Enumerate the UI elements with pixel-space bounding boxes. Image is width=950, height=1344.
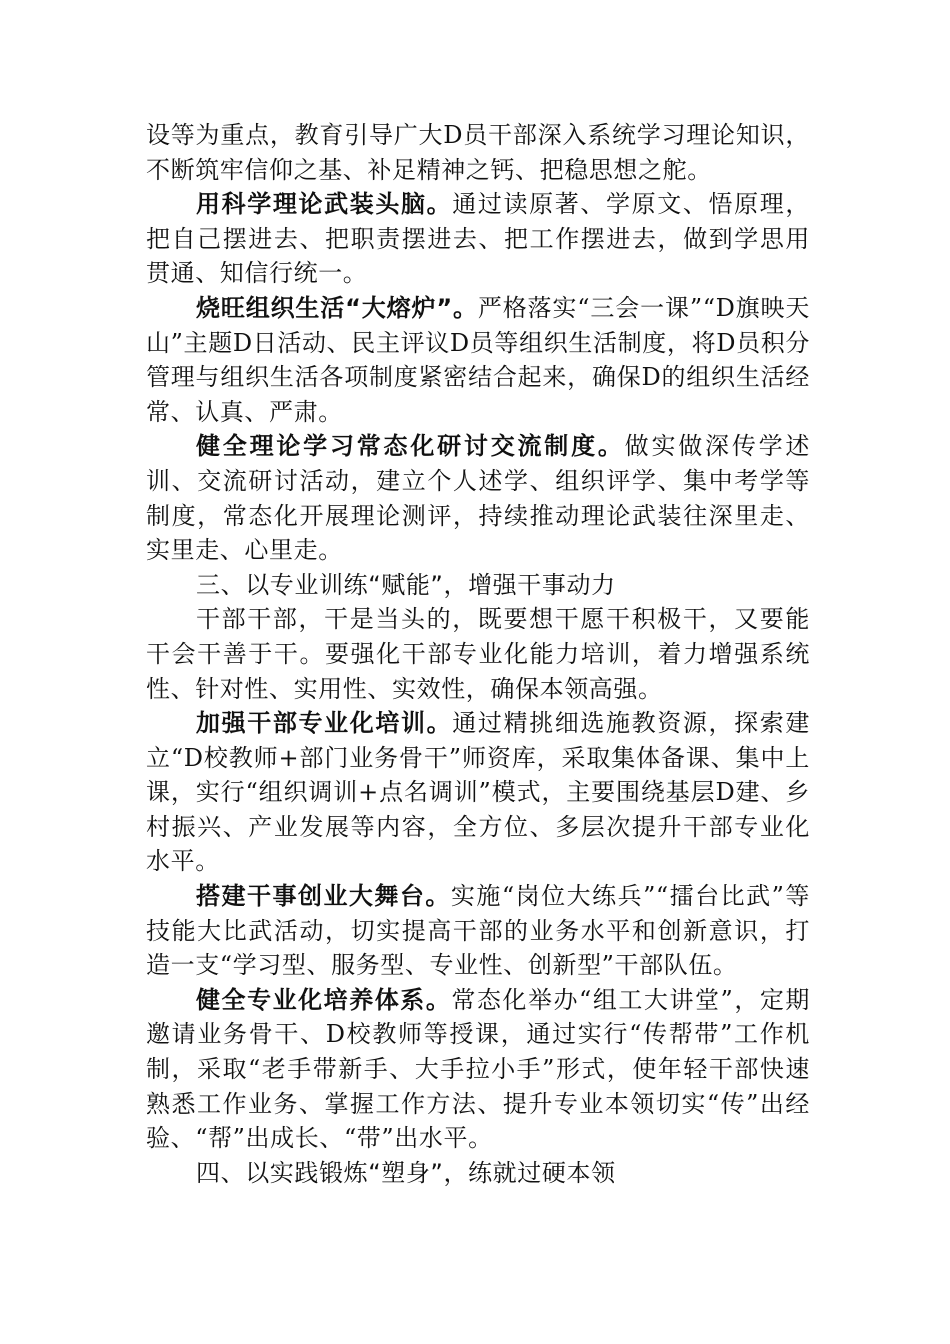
- paragraph-career-stage: [146, 879, 810, 983]
- paragraph-lead: 烧旺组织生活“大熔炉”。: [196, 293, 478, 322]
- document-body: [146, 118, 810, 1190]
- section-heading-3: 三、以专业训练“赋能”，增强干事动力: [196, 570, 616, 599]
- paragraph-continued: [146, 118, 810, 187]
- paragraph-text: 通过读原著、学原文、悟原理，把自己摆进去、把职责摆进去、把工作摆进去，做到学思用贯通、知信行统一。: [146, 190, 811, 288]
- paragraph-theory-armament: [146, 187, 810, 291]
- section-intro: [146, 602, 810, 706]
- paragraph-study-system: [146, 429, 810, 567]
- paragraph-training-system: [146, 983, 810, 1156]
- paragraph-text: 严格落实“三会一课”“D旗映天山”主题D日活动、民主评议D员等组织生活制度，将D员积分管理与组织生活各项制度紧密结合起来，确保D的组织生活经常、认真、严肃。: [146, 293, 810, 426]
- paragraph-lead: 健全理论学习常态化研讨交流制度。: [196, 432, 625, 461]
- paragraph-text: 做实做深传学述训、交流研讨活动，建立个人述学、组织评学、集中考学等制度，常态化开展理论测评，持续推动理论武装往深里走、实里走、心里走。: [146, 432, 810, 565]
- paragraph-lead: 加强干部专业化培训。: [196, 709, 453, 738]
- paragraph-text: 通过精挑细选施教资源，探索建立“D校教师+部门业务骨干”师资库，采取集体备课、集中上课，实行“组织调训+点名调训”模式，主要围绕基层D建、乡村振兴、产业发展等内容，全方位、多层次提升干部专业化水平。: [146, 709, 811, 876]
- paragraph-professional-training: [146, 706, 810, 879]
- paragraph-lead: 健全专业化培养体系。: [196, 985, 452, 1014]
- section-heading-4: 四、以实践锻炼“塑身”，练就过硬本领: [196, 1158, 616, 1187]
- paragraph-text: 干部干部，干是当头的，既要想干愿干积极干，又要能干会干善于干。要强化干部专业化能力培训，着力增强系统性、针对性、实用性、实效性，确保本领高强。: [146, 605, 810, 703]
- paragraph-lead: 搭建干事创业大舞台。: [196, 882, 451, 911]
- paragraph-text: 常态化举办“组工大讲堂”，定期邀请业务骨干、D校教师等授课，通过实行“传帮带”工作机制，采取“老手带新手、大手拉小手”形式，使年轻干部快速熟悉工作业务、掌握工作方法、提升专业本领切实“传”出经验、“帮”出成长、“带”出水平。: [146, 985, 810, 1153]
- paragraph-organization-life: [146, 291, 810, 429]
- paragraph-text: 设等为重点，教育引导广大D员干部深入系统学习理论知识，不断筑牢信仰之基、补足精神之钙、把稳思想之舵。: [146, 121, 810, 184]
- paragraph-lead: 用科学理论武装头脑。: [196, 190, 453, 219]
- paragraph-text: 实施“岗位大练兵”“擂台比武”等技能大比武活动，切实提高干部的业务水平和创新意识，打造一支“学习型、服务型、专业性、创新型”干部队伍。: [146, 882, 810, 980]
